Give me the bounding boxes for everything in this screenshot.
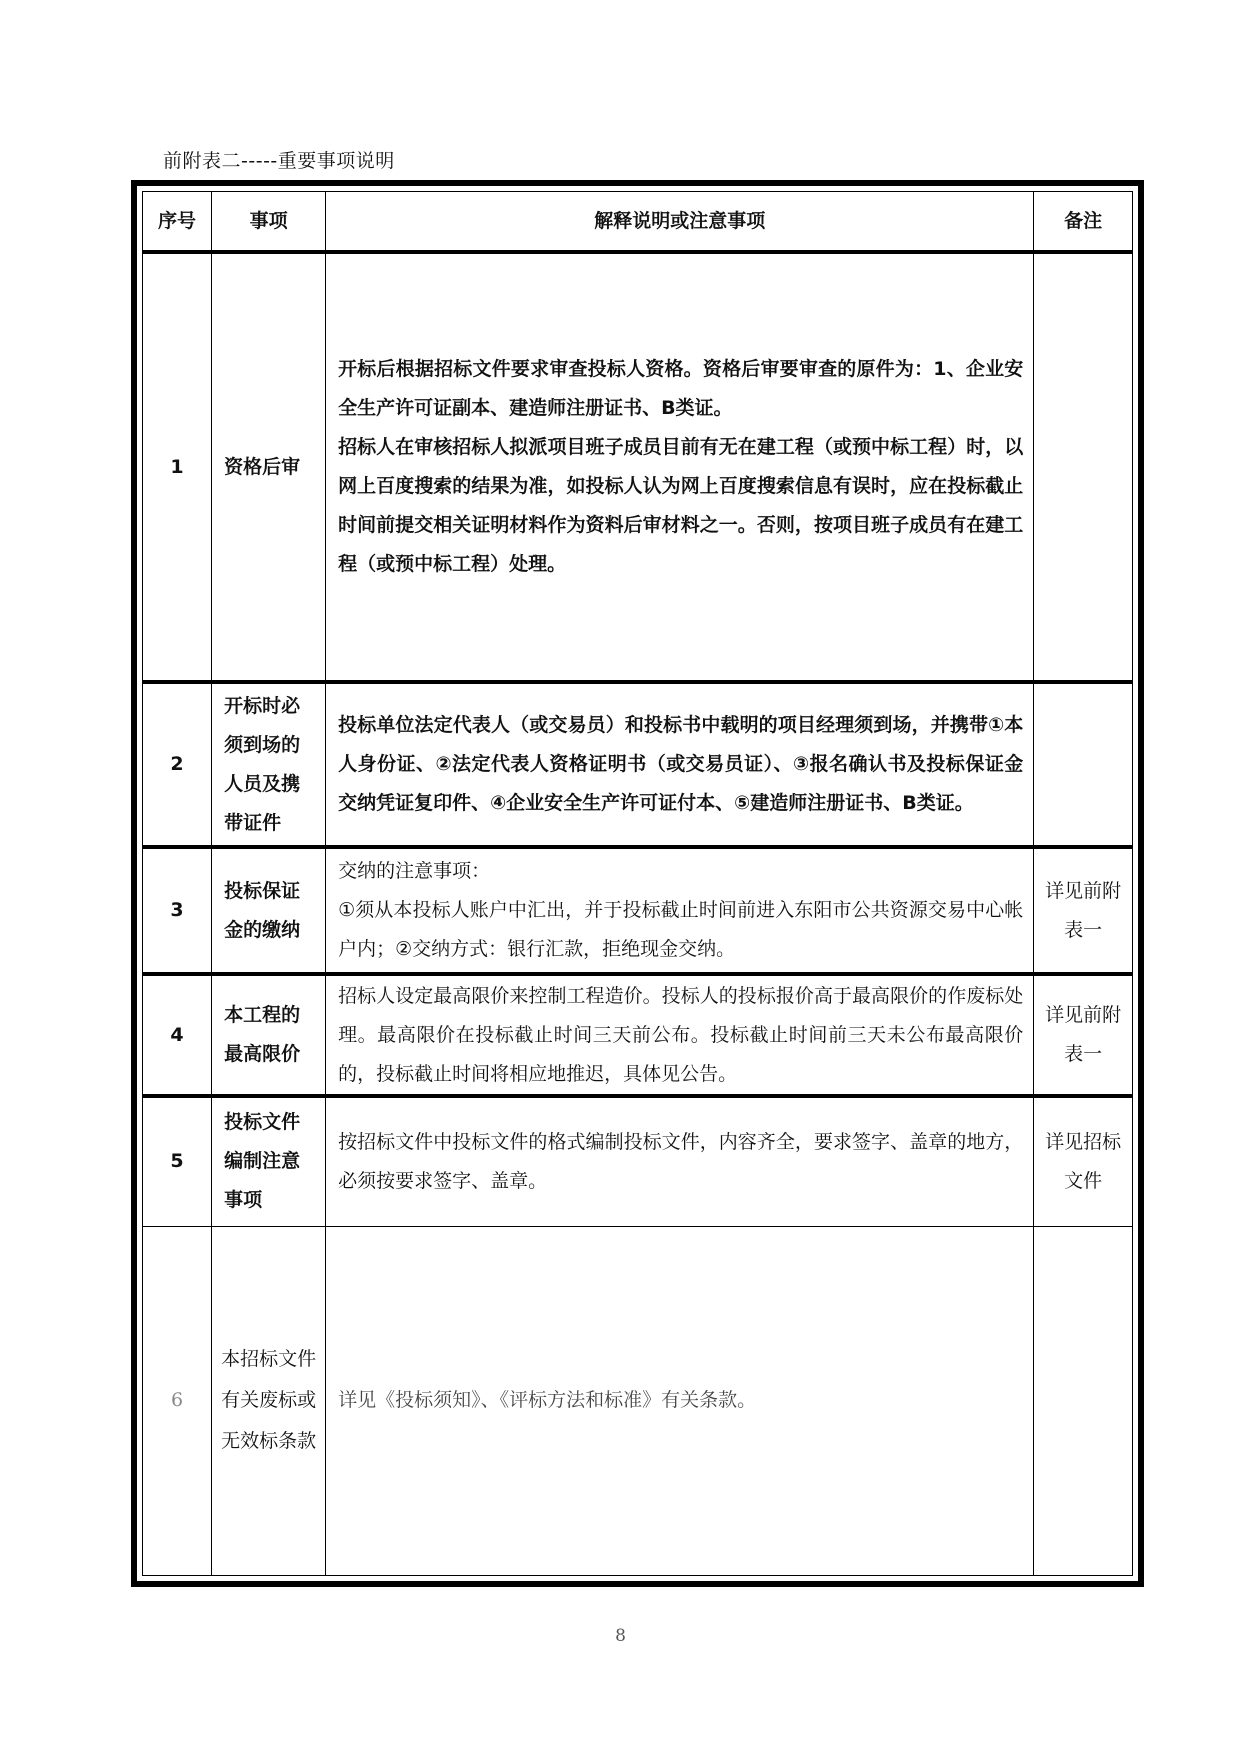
row-desc [326,252,1034,682]
row-desc: 投标单位法定代表人（或交易员）和投标书中载明的项目经理须到场，并携带①本人身份证、②法定代表人资格证明书（或交易员证）、③报名确认书及投标保证金交纳凭证复印件、④企业安全生产许可证付本、⑤建造师注册证书、B类证。 [326,682,1034,847]
row-note [1034,682,1133,847]
row-note [1034,1226,1133,1576]
header-no: 序号 [143,192,212,253]
table-row [143,682,1133,847]
row-item: 资格后审 [212,252,326,682]
row-no: 5 [143,1096,212,1226]
row-item: 投标文件编制注意事项 [212,1096,326,1226]
row-no: 1 [143,252,212,682]
row-item: 本招标文件有关废标或无效标条款 [212,1226,326,1576]
row-note: 详见招标文件 [1034,1096,1133,1226]
row-desc-text: 交纳的注意事项： ①须从本投标人账户中汇出，并于投标截止时间前进入东阳市公共资源交易中心帐户内；②交纳方式：银行汇款，拒绝现金交纳。 [338,860,1024,960]
table-caption: 前附表二-----重要事项说明 [163,150,395,172]
table-row [143,252,1133,682]
row-desc: 详见《投标须知》、《评标方法和标准》有关条款。 [326,1226,1034,1576]
row-no: 4 [143,974,212,1096]
row-note: 详见前附表一 [1034,847,1133,974]
table-row [143,974,1133,1096]
row-no: 3 [143,847,212,974]
row-desc-text: 开标后根据招标文件要求审查投标人资格。资格后审要审查的原件为：1、企业安全生产许可证副本、建造师注册证书、B类证。 招标人在审核招标人拟派项目班子成员目前有无在建工程（或预中标工程）时，以网上百度搜索的结果为准，如投标人认为网上百度搜索信息有误时，应在投标截止时间前提交相关证明材料作为资料后审材料之一。否则，按项目班子成员有在建工程（或预中标工程）处理。 [338,358,1024,575]
row-desc: 按招标文件中投标文件的格式编制投标文件，内容齐全，要求签字、盖章的地方，必须按要求签字、盖章。 [326,1096,1034,1226]
row-desc [326,847,1034,974]
row-desc: 招标人设定最高限价来控制工程造价。投标人的投标报价高于最高限价的作废标处理。最高限价在投标截止时间三天前公布。投标截止时间前三天未公布最高限价的，投标截止时间将相应地推迟，具体见公告。 [326,974,1034,1096]
row-item: 投标保证金的缴纳 [212,847,326,974]
row-no: 2 [143,682,212,847]
row-item: 开标时必须到场的人员及携带证件 [212,682,326,847]
notice-table [142,191,1133,1576]
table-row [143,847,1133,974]
row-note [1034,252,1133,682]
page-number: 8 [615,1626,626,1646]
header-item: 事项 [212,192,326,253]
header-note: 备注 [1034,192,1133,253]
header-desc: 解释说明或注意事项 [326,192,1034,253]
notice-table-frame [131,180,1144,1587]
row-item: 本工程的最高限价 [212,974,326,1096]
table-header-row [143,192,1133,253]
row-note: 详见前附表一 [1034,974,1133,1096]
table-row [143,1096,1133,1226]
row-no: 6 [143,1226,212,1576]
table-row [143,1226,1133,1576]
